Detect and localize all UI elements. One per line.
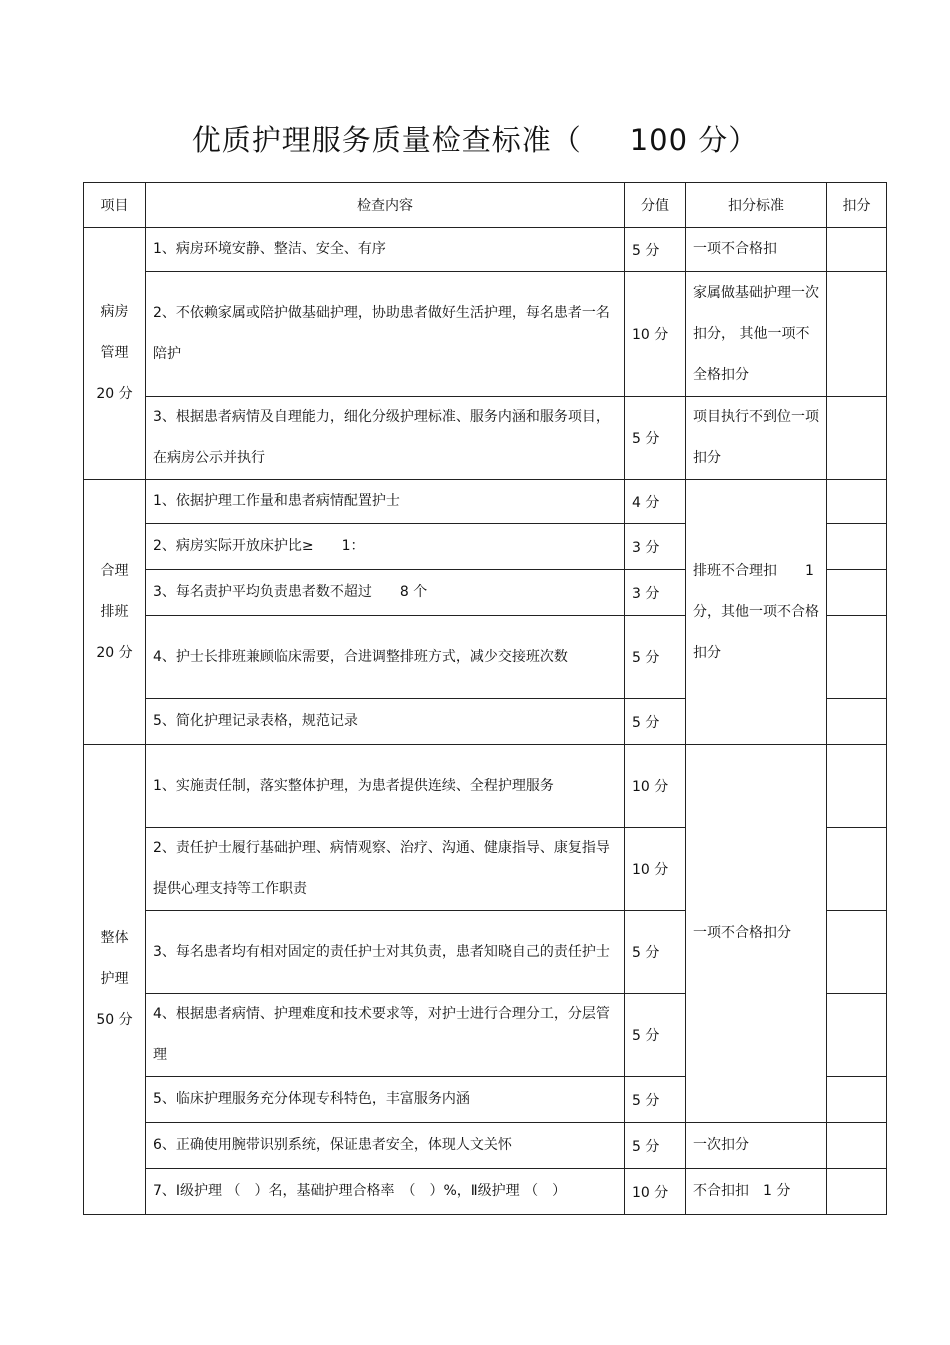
category-cell — [84, 745, 146, 1215]
table-row — [84, 272, 887, 397]
header-score: 分值 — [625, 183, 686, 228]
score-cell: 3 分 — [625, 524, 686, 570]
deduction-cell[interactable] — [827, 397, 887, 480]
content-cell: 1、病房环境安静、整洁、安全、有序 — [146, 228, 625, 272]
table-row — [84, 228, 887, 272]
table-row — [84, 480, 887, 524]
deduction-cell[interactable] — [827, 616, 887, 699]
header-standard: 扣分标准 — [686, 183, 827, 228]
header-content: 检查内容 — [146, 183, 625, 228]
content-cell: 4、根据患者病情、护理难度和技术要求等，对护士进行合理分工，分层管理 — [146, 994, 625, 1077]
deduction-cell[interactable] — [827, 1077, 887, 1123]
standard-cell: 一项不合格扣分 — [686, 745, 827, 1123]
deduction-cell[interactable] — [827, 745, 887, 828]
deduction-cell[interactable] — [827, 570, 887, 616]
deduction-cell[interactable] — [827, 699, 887, 745]
score-cell: 3 分 — [625, 570, 686, 616]
inspection-table — [83, 182, 887, 1215]
header-item: 项目 — [84, 183, 146, 228]
category-line: 20 分 — [96, 386, 133, 402]
content-cell: 4、护士长排班兼顾临床需要，合进调整排班方式，减少交接班次数 — [146, 616, 625, 699]
deduction-cell[interactable] — [827, 1169, 887, 1215]
content-cell: 1、实施责任制，落实整体护理，为患者提供连续、全程护理服务 — [146, 745, 625, 828]
table-row — [84, 1123, 887, 1169]
content-cell: 2、不依赖家属或陪护做基础护理，协助患者做好生活护理，每名患者一名陪护 — [146, 272, 625, 397]
score-cell: 5 分 — [625, 911, 686, 994]
category-cell — [84, 228, 146, 480]
score-cell: 10 分 — [625, 272, 686, 397]
content-cell: 2、责任护士履行基础护理、病情观察、治疗、沟通、健康指导、康复指导提供心理支持等工作职责 — [146, 828, 625, 911]
score-cell: 10 分 — [625, 745, 686, 828]
deduction-cell[interactable] — [827, 911, 887, 994]
score-cell: 5 分 — [625, 616, 686, 699]
content-cell: 2、病房实际开放床护比≥ 1： — [146, 524, 625, 570]
title-score: 100 分） — [629, 123, 759, 157]
category-line: 护理 — [100, 971, 129, 987]
score-cell: 4 分 — [625, 480, 686, 524]
table-row — [84, 1169, 887, 1215]
deduction-cell[interactable] — [827, 828, 887, 911]
deduction-cell[interactable] — [827, 994, 887, 1077]
score-cell: 10 分 — [625, 828, 686, 911]
content-cell: 1、依据护理工作量和患者病情配置护士 — [146, 480, 625, 524]
standard-cell: 项目执行不到位一项扣分 — [686, 397, 827, 480]
title-main: 优质护理服务质量检查标准（ — [191, 123, 582, 157]
score-cell: 5 分 — [625, 699, 686, 745]
deduction-cell[interactable] — [827, 480, 887, 524]
deduction-cell[interactable] — [827, 524, 887, 570]
content-cell: 5、简化护理记录表格，规范记录 — [146, 699, 625, 745]
score-cell: 5 分 — [625, 1123, 686, 1169]
standard-cell: 一次扣分 — [686, 1123, 827, 1169]
category-line: 病房 — [100, 304, 129, 320]
score-cell: 5 分 — [625, 994, 686, 1077]
deduction-cell[interactable] — [827, 228, 887, 272]
score-cell: 5 分 — [625, 397, 686, 480]
category-line: 20 分 — [96, 644, 133, 661]
score-cell: 5 分 — [625, 1077, 686, 1123]
category-line: 合理 — [100, 562, 129, 579]
table-header-row — [84, 183, 887, 228]
standard-cell: 一项不合格扣 — [686, 228, 827, 272]
content-cell: 6、正确使用腕带识别系统，保证患者安全，体现人文关怀 — [146, 1123, 625, 1169]
page-title — [0, 118, 950, 159]
content-cell: 5、临床护理服务充分体现专科特色，丰富服务内涵 — [146, 1077, 625, 1123]
category-line: 管理 — [100, 345, 129, 361]
content-cell: 7、Ⅰ级护理 （ ）名，基础护理合格率 （ ）%，Ⅱ级护理 （ ） — [146, 1169, 625, 1215]
standard-cell: 排班不合理扣 1 分，其他一项不合格扣分 — [686, 480, 827, 745]
category-cell — [84, 480, 146, 745]
content-cell: 3、根据患者病情及自理能力，细化分级护理标准、服务内涵和服务项目，在病房公示并执行 — [146, 397, 625, 480]
standard-cell: 不合扣扣 1 分 — [686, 1169, 827, 1215]
score-cell: 5 分 — [625, 228, 686, 272]
category-line: 整体 — [100, 930, 129, 946]
table-row — [84, 397, 887, 480]
deduction-cell[interactable] — [827, 1123, 887, 1169]
table-row — [84, 745, 887, 828]
content-cell: 3、每名责护平均负责患者数不超过 8 个 — [146, 570, 625, 616]
category-line: 排班 — [100, 603, 129, 620]
category-line: 50 分 — [96, 1012, 133, 1028]
deduction-cell[interactable] — [827, 272, 887, 397]
content-cell: 3、每名患者均有相对固定的责任护士对其负责，患者知晓自己的责任护士 — [146, 911, 625, 994]
standard-cell: 家属做基础护理一次扣分， 其他一项不全格扣分 — [686, 272, 827, 397]
score-cell: 10 分 — [625, 1169, 686, 1215]
header-deduction: 扣分 — [827, 183, 887, 228]
